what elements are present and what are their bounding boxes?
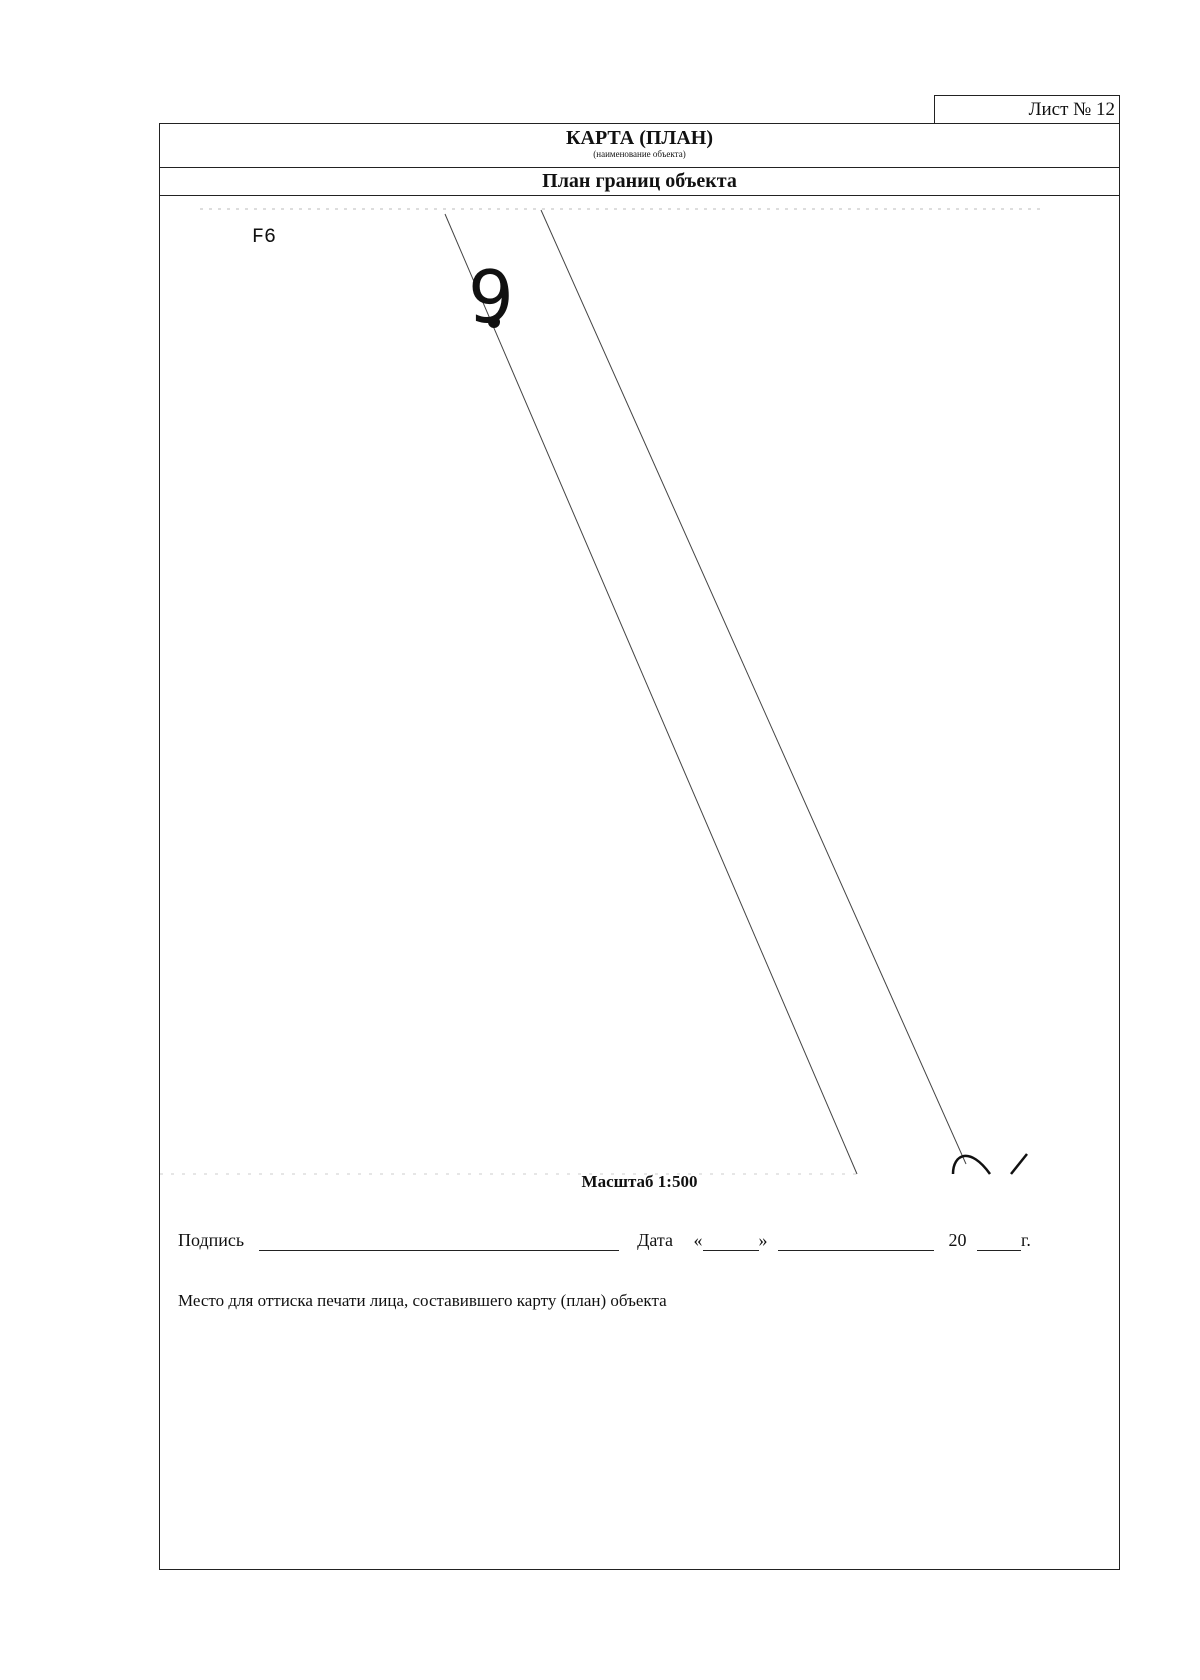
document-title-note: (наименование объекта) xyxy=(593,149,686,159)
document-title: КАРТА (ПЛАН) xyxy=(566,127,713,149)
day-field[interactable] xyxy=(703,1232,759,1251)
signature-label: Подпись xyxy=(178,1230,245,1250)
boundary-line-right xyxy=(541,210,966,1164)
sheet-number xyxy=(934,95,1120,123)
date-label: Дата xyxy=(637,1230,673,1250)
sheet-number-label: Лист № 12 xyxy=(1028,99,1115,120)
month-field[interactable] xyxy=(778,1232,934,1251)
quote-open: « xyxy=(693,1230,703,1250)
point-label xyxy=(466,254,536,334)
year-prefix: 20 xyxy=(948,1230,967,1250)
partial-label-stroke xyxy=(1011,1154,1027,1174)
signature-field[interactable] xyxy=(259,1232,619,1251)
quote-close: » xyxy=(758,1230,768,1250)
subtitle-text: План границ объекта xyxy=(542,170,737,192)
year-suffix: г. xyxy=(1021,1230,1031,1250)
signature-row xyxy=(178,1230,1031,1251)
year-field[interactable] xyxy=(977,1232,1021,1251)
scale-label: Масштаб 1:500 xyxy=(581,1172,698,1191)
point-label-text: 9 xyxy=(468,255,514,334)
plan-drawing xyxy=(160,124,1121,1224)
grid-label: F6 xyxy=(252,226,277,249)
document-frame xyxy=(159,123,1120,1570)
stamp-note: Место для оттиска печати лица, составившего карту (план) объекта xyxy=(178,1291,667,1310)
boundary-line-left xyxy=(445,214,857,1174)
